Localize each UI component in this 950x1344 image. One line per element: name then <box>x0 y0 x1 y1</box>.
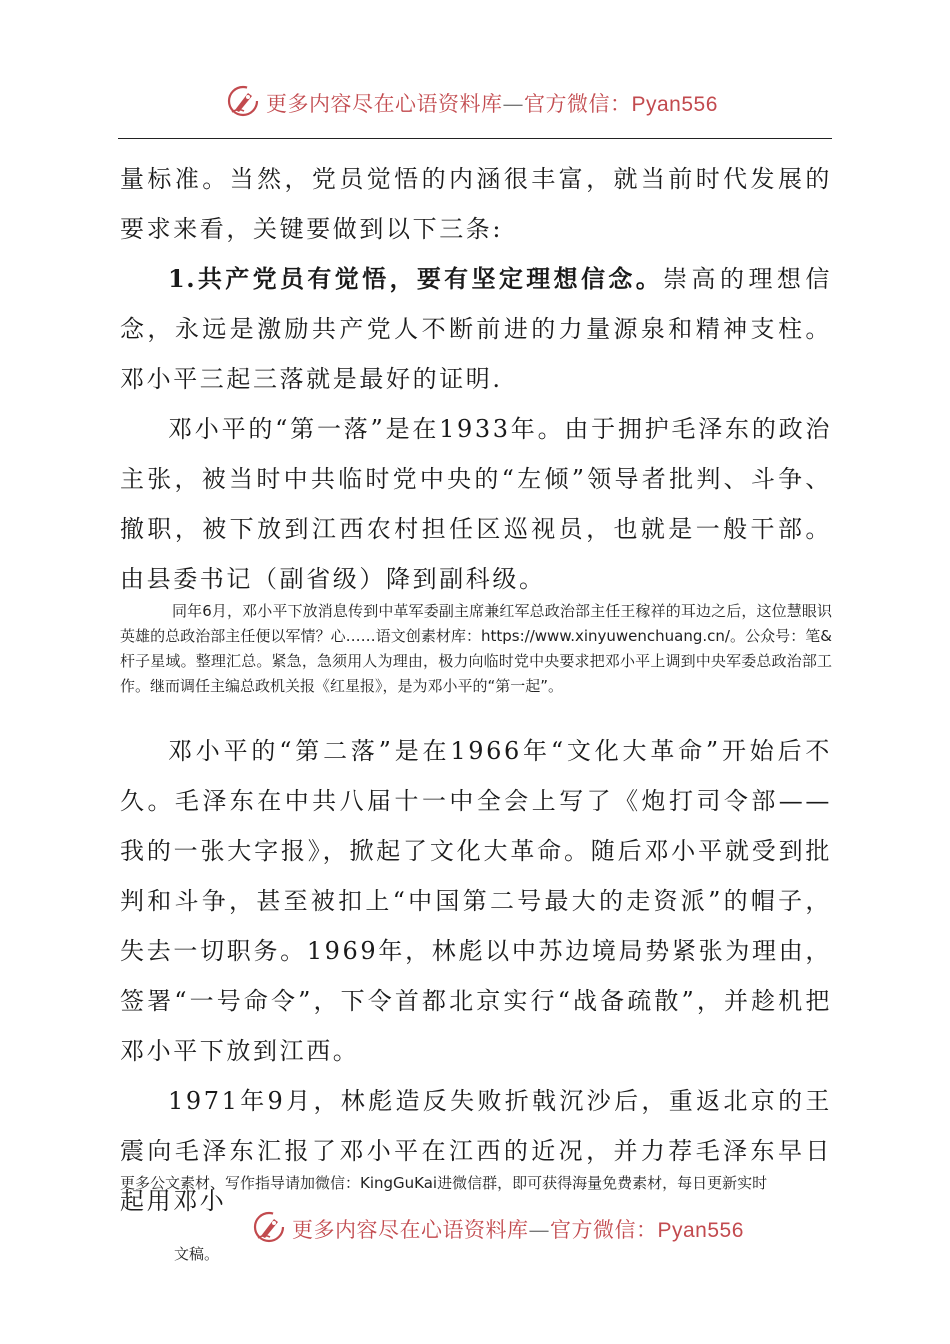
header-banner <box>0 82 950 122</box>
paragraph-return: 1971年9月，林彪造反失败折戟沉沙后，重返北京的王震向毛泽东汇报了邓小平在江西的近况，并力荐毛泽东早日起用邓小 <box>120 1087 832 1215</box>
paragraph-second-fall: 邓小平的“第二落”是在1966年“文化大革命”开始后不久。毛泽东在中共八届十一中全会上写了《炮打司令部——我的一张大字报》，掀起了文化大革命。随后邓小平就受到批判和斗争，甚至被扣上“中国第二号最大的走资派”的帽子，失去一切职务。1969年，林彪以中苏边境局势紧张为理由，签署“一号命令”，下令首都北京实行“战备疏散”，并趁机把邓小平下放到江西。 <box>120 737 832 1065</box>
pen-nib-logo-icon <box>226 84 260 118</box>
banner-dash: — <box>502 92 524 116</box>
point-1-body: 崇高的理想信念，永远是激励共产党人不断前进的力量源泉和精神支柱。邓小平三起三落就是最好的证明. <box>120 265 832 393</box>
banner-main-text: 更多内容尽在心语资料库 <box>292 1218 529 1242</box>
point-1-heading: 1.共产党员有觉悟，要有坚定理想信念。 <box>168 264 664 293</box>
paragraph-first-rise: 同年6月，邓小平下放消息传到中革军委副主席兼红军总政治部主任王稼祥的耳边之后，这位慧眼识英雄的总政治部主任便以军情？心……语文创素材库：https://www.xinyuwenchuang.cn/。公众号：笔&杆子星域。整理汇总。紧急，急须用人为理由，极力向临时党中央要求把邓小平上调到中央军委总政治部工作。继而调任主编总政机关报《红星报》，是为邓小平的“第一起”。 <box>120 602 832 695</box>
banner-wechat-id: Pyan556 <box>631 93 718 116</box>
paragraph-intro: 量标准。当然，党员觉悟的内涵很丰富，就当前时代发展的要求来看，关键要做到以下三条: <box>120 165 832 243</box>
header-banner-text <box>266 88 718 118</box>
paragraph-point-1 <box>120 254 832 404</box>
footer-note-tail: 文稿。 <box>174 1245 220 1263</box>
pen-nib-logo-icon <box>252 1210 286 1244</box>
banner-label: 官方微信： <box>524 92 632 116</box>
header-divider <box>118 138 832 139</box>
footer-banner <box>0 1208 950 1248</box>
paragraph-first-fall: 邓小平的“第一落”是在1933年。由于拥护毛泽东的政治主张，被当时中共临时党中央的“左倾”领导者批判、斗争、撤职，被下放到江西农村担任区巡视员，也就是一般干部。由县委书记（副省级）降到副科级。 <box>120 415 832 593</box>
banner-label: 官方微信： <box>550 1218 658 1242</box>
footer-banner-text <box>292 1214 744 1244</box>
footer-note: 更多公文素材、写作指导请加微信：KingGuKai进微信群，即可获得海量免费素材，每日更新实时 <box>120 1174 768 1192</box>
banner-main-text: 更多内容尽在心语资料库 <box>266 92 503 116</box>
banner-wechat-id: Pyan556 <box>657 1219 744 1242</box>
banner-dash: — <box>528 1218 550 1242</box>
